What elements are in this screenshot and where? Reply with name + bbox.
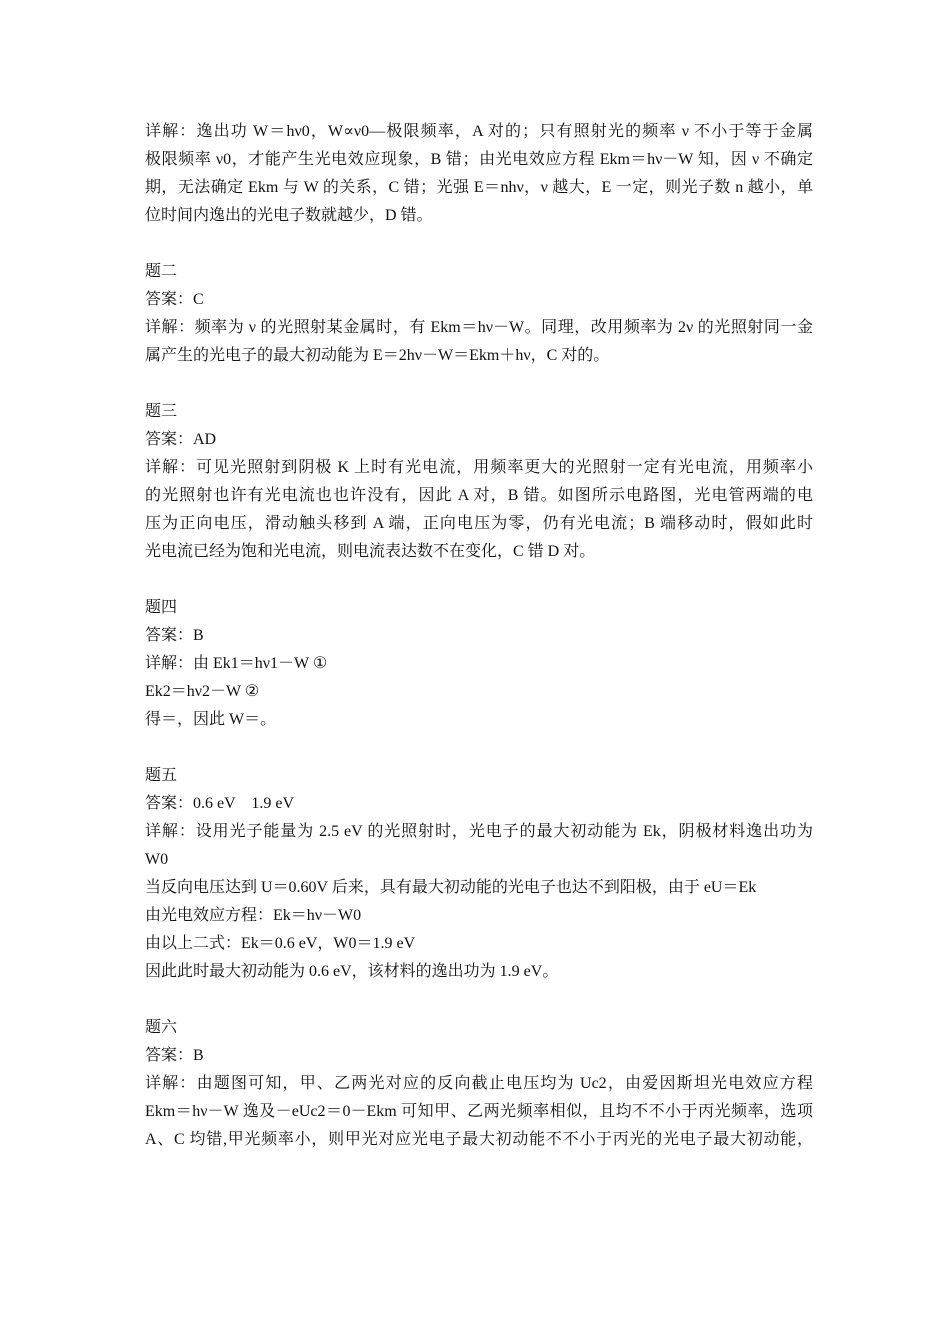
section-title: 题二 xyxy=(145,263,178,280)
section-5 xyxy=(145,762,813,986)
paragraph-line: 期，无法确定 Ekm 与 W 的关系，C 错；光强 E＝nhν，ν 越大，E 一定，则光子数 n 越小，单 xyxy=(145,179,813,196)
spacer xyxy=(145,734,813,762)
paragraph-line: W0 xyxy=(145,851,169,868)
paragraph-line: 详解：可见光照射到阴极 K 上时有光电流，用频率更大的光照射一定有光电流，用频率小 xyxy=(145,459,813,476)
paragraph-line: 的光照射也许有光电流也也许没有，因此 A 对，B 错。如图所示电路图，光电管两端的电 xyxy=(145,487,813,504)
section-title: 题六 xyxy=(145,1019,178,1036)
answer-line: 答案：B xyxy=(145,627,204,644)
paragraph-line: 详解：由 Ek1＝hν1－W ① xyxy=(145,655,328,672)
section-title: 题四 xyxy=(145,599,178,616)
paragraph-line: 详解：由题图可知，甲、乙两光对应的反向截止电压均为 Uc2，由爱因斯坦光电效应方程 xyxy=(145,1075,813,1092)
spacer xyxy=(145,230,813,258)
document-page xyxy=(145,118,813,1154)
paragraph-line: 压为正向电压，滑动触头移到 A 端，正向电压为零，仍有光电流；B 端移动时，假如此时 xyxy=(145,515,813,532)
answer-line: 答案：C xyxy=(145,291,204,308)
answer-line: 答案：B xyxy=(145,1047,204,1064)
spacer xyxy=(145,986,813,1014)
paragraph-line: A、C 均错,甲光频率小，则甲光对应光电子最大初动能不不小于丙光的光电子最大初动能， xyxy=(145,1131,813,1148)
section-title: 题三 xyxy=(145,403,178,420)
paragraph-line: 当反向电压达到 U＝0.60V 后来，具有最大初动能的光电子也达不到阳极，由于 eU＝Ek xyxy=(145,879,757,896)
paragraph-line: 位时间内逸出的光电子数就越少，D 错。 xyxy=(145,207,433,224)
section-6 xyxy=(145,1014,813,1154)
paragraph-line: 光电流已经为饱和光电流，则电流表达数不在变化，C 错 D 对。 xyxy=(145,543,596,560)
paragraph-line: 由光电效应方程：Ek＝hν－W0 xyxy=(145,907,362,924)
spacer xyxy=(145,370,813,398)
paragraph-line: 详解：逸出功 W＝hν0，W∝ν0—极限频率，A 对的；只有照射光的频率 ν 不小于等于金属 xyxy=(145,123,813,140)
paragraph-line: 详解：频率为 ν 的光照射某金属时，有 Ekm＝hν－W。同理，改用频率为 2ν 的光照射同一金 xyxy=(145,319,813,336)
paragraph-line: Ekm＝hν－W 逸及－eUc2＝0－Ekm 可知甲、乙两光频率相似，且均不不小于丙光频率，选项 xyxy=(145,1103,813,1120)
answer-line: 答案：AD xyxy=(145,431,217,448)
paragraph-line: 极限频率 ν0，才能产生光电效应现象，B 错；由光电效应方程 Ekm＝hν－W 知，因 ν 不确定 xyxy=(145,151,813,168)
paragraph-line: 由以上二式：Ek＝0.6 eV，W0＝1.9 eV xyxy=(145,935,416,952)
section-3 xyxy=(145,398,813,566)
paragraph-line: Ek2＝hν2－W ② xyxy=(145,683,260,700)
spacer xyxy=(145,566,813,594)
section-1 xyxy=(145,118,813,230)
paragraph-line: 因此此时最大初动能为 0.6 eV，该材料的逸出功为 1.9 eV。 xyxy=(145,963,559,980)
answer-line: 答案：0.6 eV 1.9 eV xyxy=(145,795,295,812)
paragraph-line: 属产生的光电子的最大初动能为 E＝2hν－W＝Ekm＋hν，C 对的。 xyxy=(145,347,610,364)
paragraph-line: 得＝，因此 W＝。 xyxy=(145,711,277,728)
section-2 xyxy=(145,258,813,370)
section-4 xyxy=(145,594,813,734)
section-title: 题五 xyxy=(145,767,178,784)
paragraph-line: 详解：设用光子能量为 2.5 eV 的光照射时，光电子的最大初动能为 Ek，阴极材料逸出功为 xyxy=(145,823,813,840)
